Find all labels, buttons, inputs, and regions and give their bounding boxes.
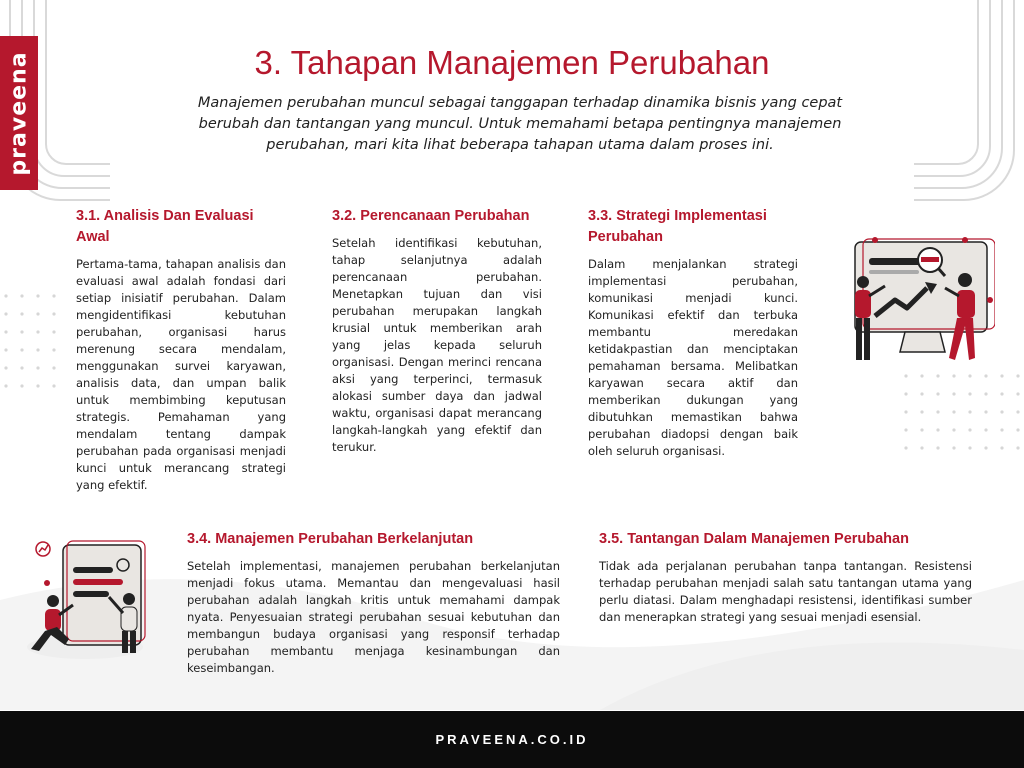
page-title: 3. Tahapan Manajemen Perubahan [254, 44, 770, 81]
footer-bar [0, 711, 1024, 768]
brand-logo-text: praveena [6, 50, 32, 176]
section-heading: 3.2. Perencanaan Perubahan [332, 208, 530, 224]
section-heading: 3.4. Manajemen Perubahan Berkelanjutan [187, 531, 474, 547]
section-heading: 3.1. Analisis Dan Evaluasi Awal [76, 208, 254, 245]
section-body: Pertama-tama, tahapan analisis dan evaluasi awal adalah fondasi dari setiap inisiatif perubahan. Dalam mengidentifikasi kebutuhan perubahan, organisasi harus merenung secara mendalam, menggunakan survei karyawan, analisis data, dan umpan balik untuk membimbing keputusan strategis. Pemahaman yang mendalam tentang dampak perubahan pada organisasi menjadi kunci untuk merancang strategi yang efektif. [76, 257, 286, 492]
section-heading: 3.3. Strategi Implementasi Perubahan [588, 208, 767, 245]
section-berkelanjutan [187, 529, 560, 677]
section-body: Dalam menjalankan strategi implementasi perubahan, komunikasi menjadi kunci. Komunikasi efektif dan terbuka membantu meredakan ketidakpastian dan menciptakan pemahaman bersama. Melibatkan karyawan secara aktif dan memberikan dukungan yang dibutuhkan memastikan bahwa perubahan diadopsi dengan baik oleh seluruh organisasi. [588, 257, 798, 458]
page-subtitle: Manajemen perubahan muncul sebagai tanggapan terhadap dinamika bisnis yang cepat berubah dan tantangan yang muncul. Untuk memahami betapa pentingnya manajemen perubahan, mari kita lihat beberapa tahapan utama dalam proses ini. [197, 95, 843, 153]
footer-url[interactable]: PRAVEENA.CO.ID [435, 732, 589, 747]
section-tantangan [599, 529, 972, 626]
section-analisis [76, 206, 286, 494]
team-board-illustration [25, 527, 155, 662]
dot-pattern-right [900, 370, 1024, 480]
section-perencanaan [332, 206, 542, 456]
section-body: Tidak ada perjalanan perubahan tanpa tantangan. Resistensi terhadap perubahan menjadi salah satu tantangan utama yang perlu diatasi. Dalam menghadapi resistensi, identifikasi sumber dan menerapkan strategi yang sesuai menjadi esensial. [599, 559, 972, 624]
section-strategi [588, 206, 798, 460]
decorative-arcs-right [914, 0, 1024, 230]
growth-chart-illustration [845, 230, 995, 375]
section-body: Setelah identifikasi kebutuhan, tahap selanjutnya adalah perencanaan perubahan. Menetapkan tujuan dan visi perubahan merupakan langkah krusial untuk memberikan arah yang jelas kepada seluruh organisasi. Dengan merinci rencana aksi yang terperinci, termasuk alokasi sumber daya dan jadwal waktu, organisasi dapat merancang langkah-langkah yang efektif dan terukur. [332, 236, 542, 454]
section-body: Setelah implementasi, manajemen perubahan berkelanjutan menjadi fokus utama. Memantau dan mengevaluasi hasil perubahan adalah langkah kritis untuk memahami dampak nyata. Penyesuaian strategi perubahan sesuai kebutuhan dan membangun budaya organisasi yang responsif terhadap perubahan membantu menjaga kesinambungan dan keseimbangan. [187, 559, 560, 675]
section-heading: 3.5. Tantangan Dalam Manajemen Perubahan [599, 531, 909, 547]
dot-pattern-left [0, 290, 60, 400]
